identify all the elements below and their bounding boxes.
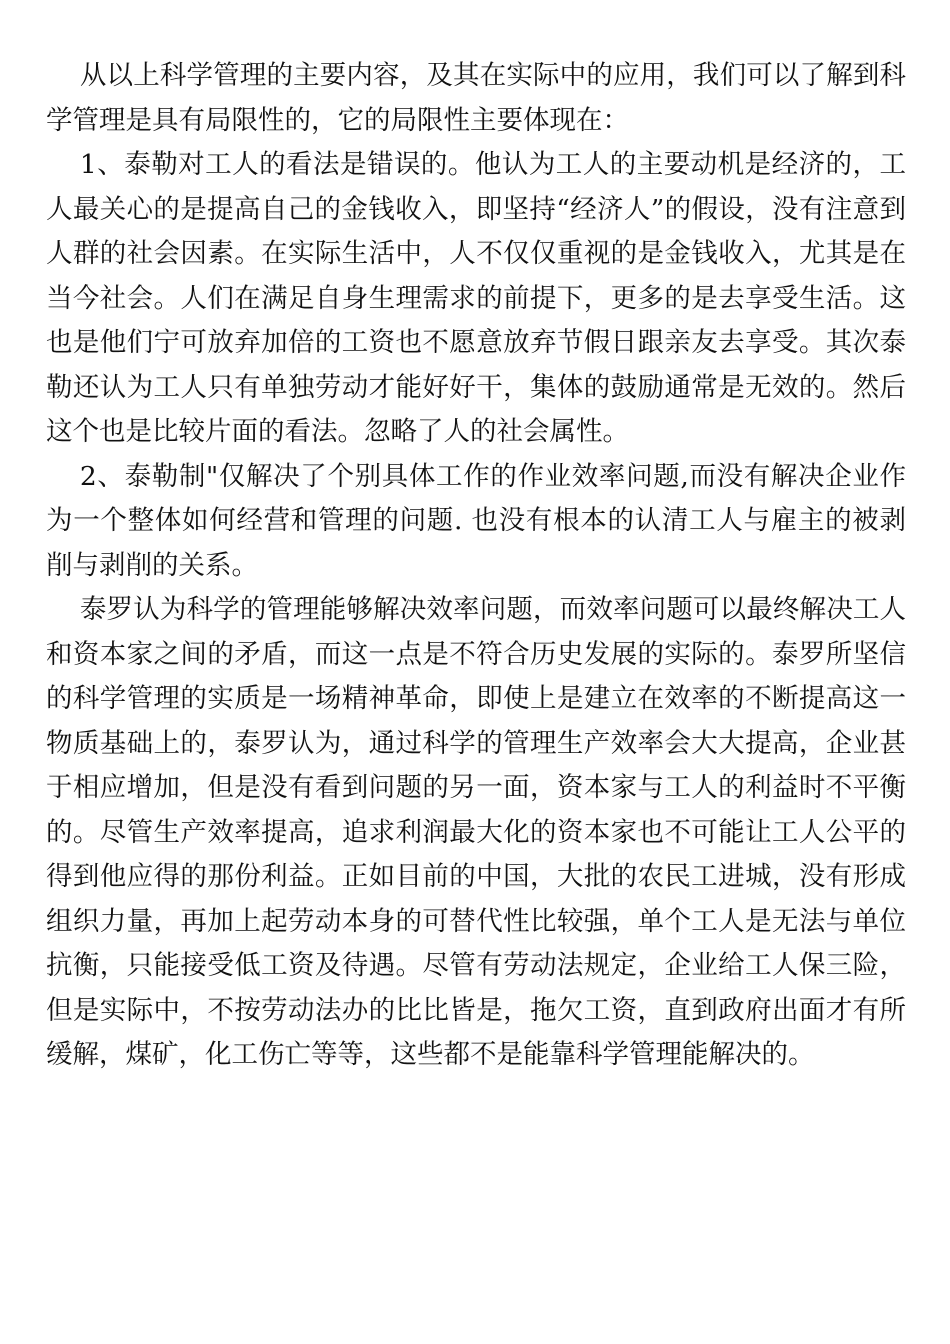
point-2-paragraph: 2、泰勒制"仅解决了个别具体工作的作业效率问题,而没有解决企业作为一个整体如何经营和管理的问题. 也没有根本的认清工人与雇主的被剥削与剥削的关系。 — [46, 460, 906, 581]
document-page — [46, 54, 906, 1078]
point-1-paragraph: 1、泰勒对工人的看法是错误的。他认为工人的主要动机是经济的，工人最关心的是提高自己的金钱收入，即坚持“经济人”的假设，没有注意到人群的社会因素。在实际生活中，人不仅仅重视的是金钱收入，尤其是在当今社会。人们在满足自身生理需求的前提下，更多的是去享受生活。这也是他们宁可放弃加倍的工资也不愿意放弃节假日跟亲友去享受。其次泰勒还认为工人只有单独劳动才能好好干，集体的鼓励通常是无效的。然后这个也是比较片面的看法。忽略了人的社会属性。 — [46, 149, 906, 447]
intro-paragraph: 从以上科学管理的主要内容，及其在实际中的应用，我们可以了解到科学管理是具有局限性的，它的局限性主要体现在： — [46, 60, 906, 136]
taylor-analysis-paragraph: 泰罗认为科学的管理能够解决效率问题，而效率问题可以最终解决工人和资本家之间的矛盾，而这一点是不符合历史发展的实际的。泰罗所坚信的科学管理的实质是一场精神革命，即使上是建立在效率的不断提高这一物质基础上的，泰罗认为，通过科学的管理生产效率会大大提高，企业甚于相应增加，但是没有看到问题的另一面，资本家与工人的利益时不平衡的。尽管生产效率提高，追求利润最大化的资本家也不可能让工人公平的得到他应得的那份利益。正如目前的中国，大批的农民工进城，没有形成组织力量，再加上起劳动本身的可替代性比较强，单个工人是无法与单位抗衡，只能接受低工资及待遇。尽管有劳动法规定，企业给工人保三险，但是实际中，不按劳动法办的比比皆是，拖欠工资，直到政府出面才有所缓解，煤矿，化工伤亡等等，这些都不是能靠科学管理能解决的。 — [46, 594, 906, 1070]
